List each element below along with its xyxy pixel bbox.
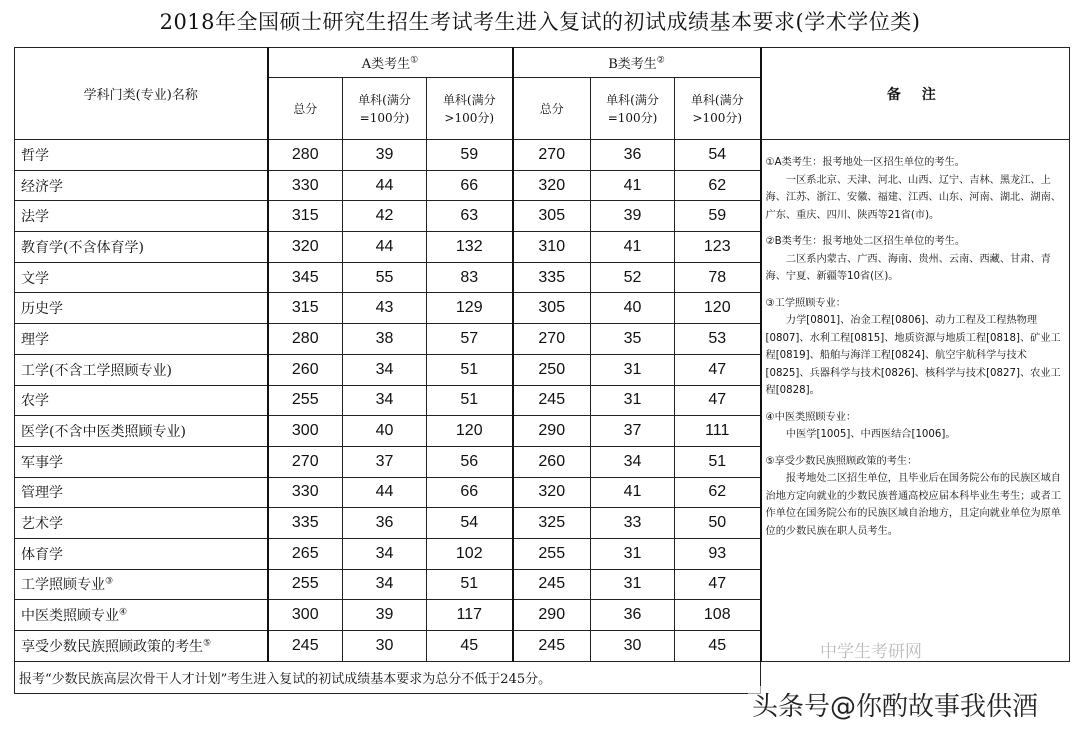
b-score-cell: 245 [513,569,591,600]
b-score-cell: 108 [675,600,761,631]
note-heading: ④中医类照顾专业： [765,411,857,423]
b-score-cell: 36 [591,140,675,171]
a-score-cell: 63 [427,201,513,232]
score-requirements-table [14,47,1070,694]
watermark: 头条号@你酌故事我供酒 [748,686,1042,723]
a-score-cell: 66 [427,477,513,508]
b-score-cell: 31 [591,385,675,416]
a-score-cell: 34 [343,354,427,385]
b-score-cell: 335 [513,262,591,293]
discipline-name: 哲学 [15,140,268,171]
a-score-cell: 34 [343,385,427,416]
a-score-cell: 330 [268,477,343,508]
b-single-100-header: 单科(满分=100分) [591,78,675,140]
b-score-cell: 305 [513,201,591,232]
a-score-cell: 45 [427,631,513,662]
b-single-gt100-header: 单科(满分>100分) [675,78,761,140]
b-score-cell: 123 [675,232,761,263]
b-score-cell: 31 [591,569,675,600]
group-a-header: A类考生① [268,48,513,78]
b-score-cell: 62 [675,477,761,508]
a-score-cell: 315 [268,201,343,232]
note-heading: ⑤享受少数民族照顾政策的考生： [765,455,918,467]
notes-cell [761,140,1070,662]
a-score-cell: 260 [268,354,343,385]
b-score-cell: 62 [675,170,761,201]
a-score-cell: 34 [343,538,427,569]
a-score-cell: 38 [343,324,427,355]
a-total-header: 总分 [268,78,343,140]
a-score-cell: 270 [268,446,343,477]
note-body: 报考地处二区招生单位，且毕业后在国务院公布的民族区域自治地方定向就业的少数民族普通高校应届本科毕业生考生；或者工作单位在国务院公布的民族区域自治地方，且定向就业单位为原单位的少数民族在职人员考生。 [765,473,1061,537]
b-score-cell: 54 [675,140,761,171]
b-score-cell: 47 [675,385,761,416]
b-score-cell: 31 [591,354,675,385]
a-score-cell: 39 [343,600,427,631]
discipline-name: 工学(不含工学照顾专业) [15,354,268,385]
note-body: 一区系北京、天津、河北、山西、辽宁、吉林、黑龙江、上海、江苏、浙江、安徽、福建、江西、山东、河南、湖北、湖南、广东、重庆、四川、陕西等21省(市)。 [765,174,1061,221]
discipline-name: 工学照顾专业③ [15,569,268,600]
table-row [15,140,1070,171]
b-score-cell: 245 [513,631,591,662]
page-title: 2018年全国硕士研究生招生考试考生进入复试的初试成绩基本要求(学术学位类) [159,10,921,34]
a-score-cell: 255 [268,385,343,416]
note-heading: ②B类考生：报考地处二区招生单位的考生。 [765,236,966,247]
a-score-cell: 51 [427,569,513,600]
discipline-name: 艺术学 [15,508,268,539]
b-score-cell: 270 [513,140,591,171]
a-score-cell: 83 [427,262,513,293]
discipline-name: 管理学 [15,477,268,508]
discipline-name: 医学(不含中医类照顾专业) [15,416,268,447]
b-score-cell: 41 [591,232,675,263]
a-score-cell: 44 [343,477,427,508]
a-score-cell: 51 [427,385,513,416]
b-score-cell: 45 [675,631,761,662]
faint-watermark: 中学生考研网 [820,642,922,662]
a-score-cell: 129 [427,293,513,324]
b-score-cell: 250 [513,354,591,385]
note-item [766,453,1066,541]
discipline-name: 文学 [15,262,268,293]
b-score-cell: 53 [675,324,761,355]
a-score-cell: 30 [343,631,427,662]
b-score-cell: 47 [675,569,761,600]
b-score-cell: 34 [591,446,675,477]
discipline-header: 学科门类(专业)名称 [15,48,268,140]
note-item [766,233,1066,286]
a-score-cell: 117 [427,600,513,631]
a-score-cell: 330 [268,170,343,201]
discipline-name: 教育学(不含体育学) [15,232,268,263]
a-score-cell: 51 [427,354,513,385]
a-score-cell: 345 [268,262,343,293]
a-score-cell: 36 [343,508,427,539]
b-total-header: 总分 [513,78,591,140]
a-score-cell: 40 [343,416,427,447]
b-score-cell: 40 [591,293,675,324]
b-score-cell: 320 [513,477,591,508]
b-score-cell: 50 [675,508,761,539]
b-score-cell: 59 [675,201,761,232]
b-score-cell: 78 [675,262,761,293]
b-score-cell: 290 [513,416,591,447]
b-score-cell: 93 [675,538,761,569]
a-score-cell: 56 [427,446,513,477]
a-score-cell: 54 [427,508,513,539]
a-score-cell: 44 [343,170,427,201]
b-score-cell: 31 [591,538,675,569]
discipline-name: 农学 [15,385,268,416]
b-score-cell: 51 [675,446,761,477]
a-score-cell: 102 [427,538,513,569]
b-score-cell: 245 [513,385,591,416]
note-body: 力学[0801]、冶金工程[0806]、动力工程及工程热物理[0807]、水利工程[0815]、地质资源与地质工程[0818]、矿业工程[0819]、船舶与海洋工程[0824]、航空宇航科学与技术[0825]、兵器科学与技术[0826]、核科学与技术[0827]、农业工程[0828]。 [765,315,1061,396]
b-score-cell: 41 [591,170,675,201]
discipline-name: 理学 [15,324,268,355]
a-score-cell: 42 [343,201,427,232]
discipline-name: 法学 [15,201,268,232]
a-score-cell: 280 [268,324,343,355]
a-score-cell: 120 [427,416,513,447]
a-score-cell: 280 [268,140,343,171]
note-heading: ③工学照顾专业： [765,297,846,309]
a-score-cell: 300 [268,600,343,631]
a-score-cell: 39 [343,140,427,171]
a-score-cell: 37 [343,446,427,477]
a-score-cell: 320 [268,232,343,263]
b-score-cell: 290 [513,600,591,631]
a-score-cell: 245 [268,631,343,662]
discipline-name: 经济学 [15,170,268,201]
a-score-cell: 315 [268,293,343,324]
b-score-cell: 255 [513,538,591,569]
discipline-name: 历史学 [15,293,268,324]
discipline-name: 体育学 [15,538,268,569]
a-score-cell: 59 [427,140,513,171]
b-score-cell: 30 [591,631,675,662]
note-heading: ①A类考生：报考地处一区招生单位的考生。 [765,157,965,168]
discipline-name: 军事学 [15,446,268,477]
a-score-cell: 55 [343,262,427,293]
notes-header: 备 注 [761,48,1070,140]
a-score-cell: 300 [268,416,343,447]
b-score-cell: 33 [591,508,675,539]
a-score-cell: 44 [343,232,427,263]
b-score-cell: 325 [513,508,591,539]
footer-note: 报考“少数民族高层次骨干人才计划”考生进入复试的初试成绩基本要求为总分不低于245分。 [15,661,761,693]
a-score-cell: 132 [427,232,513,263]
b-score-cell: 305 [513,293,591,324]
table-body [15,140,1070,662]
b-score-cell: 111 [675,416,761,447]
a-score-cell: 43 [343,293,427,324]
b-score-cell: 41 [591,477,675,508]
b-score-cell: 310 [513,232,591,263]
b-score-cell: 270 [513,324,591,355]
b-score-cell: 37 [591,416,675,447]
note-body: 二区系内蒙古、广西、海南、贵州、云南、西藏、甘肃、青海、宁夏、新疆等10省(区)。 [765,253,1051,282]
b-score-cell: 36 [591,600,675,631]
a-score-cell: 66 [427,170,513,201]
group-b-header: B类考生② [513,48,761,78]
b-score-cell: 52 [591,262,675,293]
b-score-cell: 120 [675,293,761,324]
a-score-cell: 57 [427,324,513,355]
note-item [766,154,1066,224]
a-single-100-header: 单科(满分=100分) [343,78,427,140]
discipline-name: 享受少数民族照顾政策的考生⑤ [15,631,268,662]
note-body: 中医学[1005]、中西医结合[1006]。 [785,429,956,440]
a-score-cell: 255 [268,569,343,600]
b-score-cell: 260 [513,446,591,477]
a-score-cell: 34 [343,569,427,600]
a-single-gt100-header: 单科(满分>100分) [427,78,513,140]
discipline-name: 中医类照顾专业④ [15,600,268,631]
b-score-cell: 47 [675,354,761,385]
a-score-cell: 265 [268,538,343,569]
b-score-cell: 320 [513,170,591,201]
b-score-cell: 39 [591,201,675,232]
note-item [766,295,1066,400]
note-item [766,409,1066,444]
b-score-cell: 35 [591,324,675,355]
a-score-cell: 335 [268,508,343,539]
